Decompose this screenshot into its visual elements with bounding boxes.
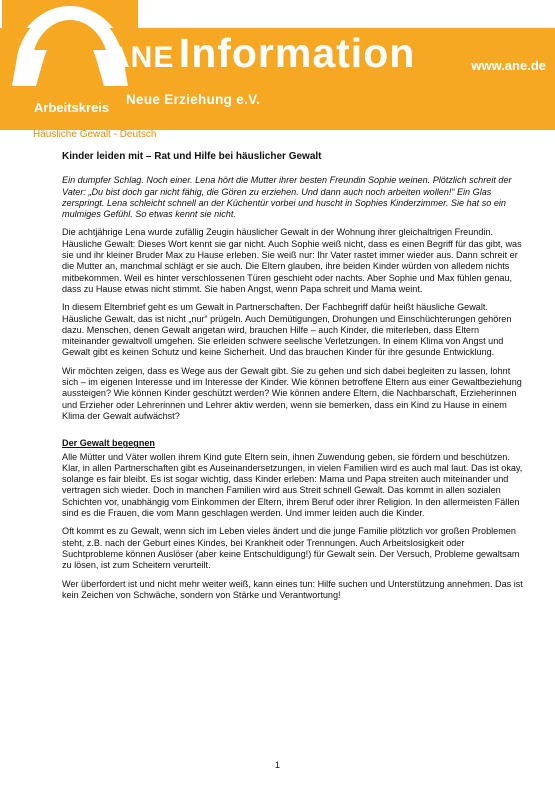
- paragraph: Wir möchten zeigen, dass es Wege aus der Gewalt gibt. Sie zu gehen und sich dabei begleiten zu lassen, lohnt sich – im eigenen Interesse und im Interesse der Kinder. Wie können betroffene Eltern aus einer Gewaltbeziehung aussteigen? Wie können Kinder geschützt werden? Wie können andere Eltern, die Nachbarschaft, Erzieherinnen und Erzieher oder Lehrerinnen und Lehrer aktiv werden, wenn sie bemerken, dass ein Kind zu Hause in einem Klima der Gewalt aufwächst?: [62, 365, 522, 421]
- brand-ane: ANE: [108, 41, 175, 74]
- brand-information: Information: [178, 30, 416, 76]
- section-paragraph: Alle Mütter und Väter wollen ihrem Kind gute Eltern sein, ihnen Zuwendung geben, sie fördern und beschützen. Klar, in allen Partnerschaften gibt es Auseinandersetzungen, in vielen Familien wird es auch mal laut. Das ist okay, solange es fair bleibt. Es ist sogar wichtig, dass Kinder erleben: Mama und Papa streiten auch miteinander und vertragen sich wieder. Doch in manchen Familien wird aus Streit schnell Gewalt. Das kommt in allen sozialen Schichten vor, unabhängig vom Einkommen der Eltern, ihrem Beruf oder ihrer Religion. In den allermeisten Fällen sind es die Frauen, die vom Mann geschlagen werden. Und immer leiden auch die Kinder.: [62, 451, 523, 519]
- document-body: [62, 151, 524, 608]
- intro-paragraph: Ein dumpfer Schlag. Noch einer. Lena hört die Mutter ihrer besten Freundin Sophie weinen. Plötzlich schreit der Vater: „Du bist doch gar nicht fähig, die Gören zu erziehen. Und dann auch noch arbeiten wollen!“ Ein Glas zerspringt. Lena schleicht schnell an der Küchentür vorbei und huscht in Sophies Kinderzimmer. Sie hat so ein mulmiges Gefühl. So etwas kennt sie nicht.: [62, 175, 512, 220]
- paragraph: In diesem Elternbrief geht es um Gewalt in Partnerschaften. Der Fachbegriff dafür heißt häusliche Gewalt. Häusliche Gewalt, das ist nicht „nur“ prügeln. Auch Demütigungen, Drohungen und Einschüchterungen gehören dazu. Menschen, denen Gewalt angetan wird, brauchen Hilfe – auch Kinder, die miterleben, dass Eltern miteinander gewaltvoll umgehen. Sie erleiden schwere seelische Verletzungen. In einem Klima von Angst und Gewalt gibt es keinen Schutz und keine Sicherheit. Und das brauchen Kinder für ihre gesunde Entwicklung.: [62, 302, 512, 358]
- website-url[interactable]: www.ane.de: [471, 58, 546, 73]
- document-title: Kinder leiden mit – Rat und Hilfe bei häuslicher Gewalt: [62, 151, 322, 162]
- brand-subtitle: Neue Erziehung e.V.: [126, 92, 261, 107]
- brand-title: [108, 30, 416, 76]
- paragraph: Die achtjährige Lena wurde zufällig Zeugin häuslicher Gewalt in der Wohnung ihrer gleichaltrigen Freundin. Häusliche Gewalt: Dieses Wort kennt sie gar nicht. Auch Sophie weiß nicht, dass es einen Begriff für das gibt, was sie und ihr kleiner Bruder Max zu Hause erleben. Sie weiß nur: Ihr Vater rastet immer wieder aus. Dann schreit er die Mutter an, manchmal schlägt er sie auch. Die Eltern glauben, ihre beiden Kinder würden von alledem nichts mitbekommen. Weil es hinter verschlossenen Türen geschieht oder nachts. Aber Sophie und Max fühlen genau, dass zu Hause etwas nicht stimmt. Sie haben Angst, wenn Papa schreit und Mama weint.: [62, 227, 522, 294]
- arbeitskreis-label: Arbeitskreis: [34, 100, 110, 115]
- category-label: Häusliche Gewalt - Deutsch: [33, 129, 157, 140]
- section-heading: Der Gewalt begegnen: [62, 438, 155, 449]
- section-paragraph: Oft kommt es zu Gewalt, wenn sich im Leben vieles ändert und die junge Familie plötzlich vor großen Problemen steht, z.B. nach der Geburt eines Kindes, bei Krankheit oder Trennungen. Auch Arbeitslosigkeit oder Suchtprobleme können Auslöser (aber keine Entschuldigung!) für Gewalt sein. Der Versuch, Probleme gewaltsam zu lösen, ist zum Scheitern verurteilt.: [62, 526, 520, 571]
- page-number: 1: [274, 760, 280, 770]
- section-paragraph: Wer überfordert ist und nicht mehr weiter weiß, kann eines tun: Hilfe suchen und Unterstützung annehmen. Das ist kein Zeichen von Schwäche, sondern von Stärke und Verantwortung!: [62, 578, 523, 600]
